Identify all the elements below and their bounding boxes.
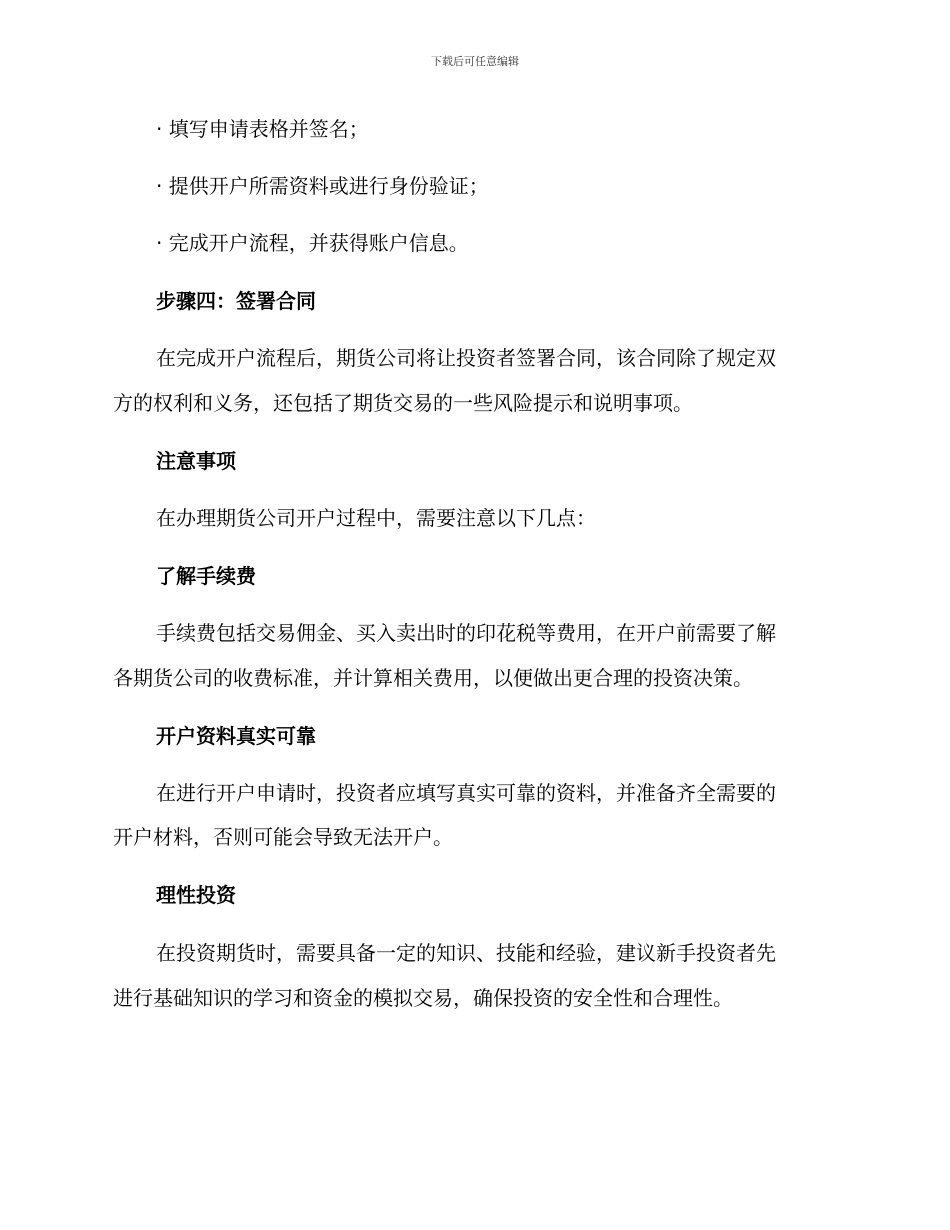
section-heading-fees: 了解手续费 <box>156 564 256 588</box>
bullet-item: · 提供开户所需资料或进行身份验证； <box>156 174 489 198</box>
section-heading-rational: 理性投资 <box>156 883 236 907</box>
paragraph-line: 进行基础知识的学习和资金的模拟交易，确保投资的安全性和合理性。 <box>113 986 733 1010</box>
paragraph-line: 在进行开户申请时，投资者应填写真实可靠的资料，并准备齐全需要的 <box>156 781 776 805</box>
paragraph-line: 在完成开户流程后，期货公司将让投资者签署合同，该合同除了规定双 <box>156 346 776 370</box>
paragraph-line: 在投资期货时，需要具备一定的知识、技能和经验，建议新手投资者先 <box>156 941 776 965</box>
section-heading-step4: 步骤四：签署合同 <box>156 289 316 313</box>
page-header: 下载后可任意编辑 <box>431 55 519 68</box>
section-heading-materials: 开户资料真实可靠 <box>156 724 316 748</box>
paragraph-line: 方的权利和义务，还包括了期货交易的一些风险提示和说明事项。 <box>113 391 693 415</box>
paragraph-line: 开户材料，否则可能会导致无法开户。 <box>113 825 453 849</box>
section-heading-notes: 注意事项 <box>156 449 236 473</box>
paragraph-line: 在办理期货公司开户过程中，需要注意以下几点： <box>156 506 596 530</box>
bullet-item: · 完成开户流程，并获得账户信息。 <box>156 231 469 255</box>
bullet-item: · 填写申请表格并签名； <box>156 117 369 141</box>
paragraph-line: 各期货公司的收费标准，并计算相关费用，以便做出更合理的投资决策。 <box>113 666 753 690</box>
paragraph-line: 手续费包括交易佣金、买入卖出时的印花税等费用，在开户前需要了解 <box>156 621 776 645</box>
